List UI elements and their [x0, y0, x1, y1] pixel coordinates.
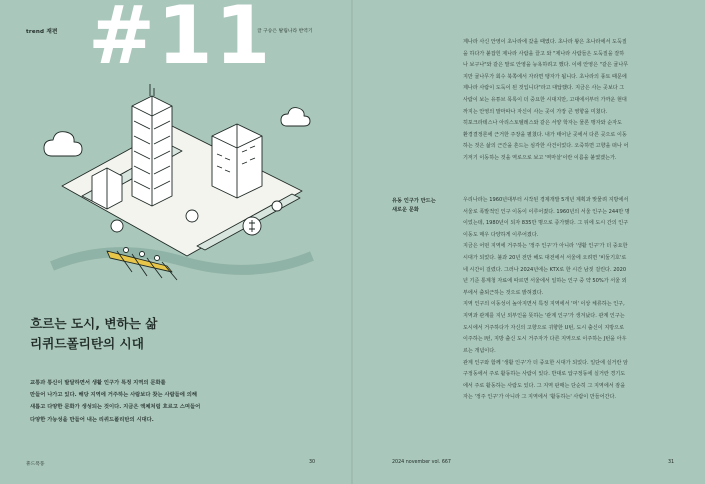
page-number-left: 30 — [309, 460, 316, 465]
body-paragraph-1: 계나라 사신 안영이 초나라에 갔을 때였다. 초나라 왕은 초나라에서 도둑질 을 하다가 붙잡힌 제나라 사람을 끌고 와 "제나라 사람들은 도둑질을 잘하 나 보구나"와 같은 말로 안영을 능욕하려고 했다. 이에 안영은 "같은 귤나무 지만 귤나무가 회수 북쪽에서 자라면 탱자가 됩니다. 초나라의 풍토 때문에 제나라 사람이 도둑이 된 것입니다"라고 대답했다. 지금은 사는 곳보다 그 사람이 보는 유튜브 목록이 더 중요한 시대지만, 고대에서부터 가까운 현대 까지는 안영의 말마따나 자신이 사는 곳이 가장 큰 영향을 미쳤다. 히포크라테스나 아리스토텔레스와 같은 서양 학자는 물론 맹자와 순자도 환경결정론에 근거한 주장을 펼쳤다. 내가 태어난 곳에서 다른 곳으로 이동 하는 것은 삶의 근간을 흔드는 심각한 사건이었다. 오죽하면 고향을 떠나 어 기저기 이동하는 것을 역로으로 보고 '역마살'이란 이름을 붙였겠는가. — [463, 39, 629, 162]
page-number-right: 31 — [668, 460, 675, 465]
section-tag: trend 재편 — [26, 29, 58, 35]
author-caption: 글 구승은 탈림나라 반역기 — [257, 29, 313, 34]
footer-brand: 휴드폭풍 — [26, 462, 45, 467]
body-paragraph-2: 우리나라는 1960년대부터 시작된 경제개발 5개년 계획과 맞물려 지방에서 서울로 폭발적인 인구 이동이 이루어졌다. 1960년의 서울 인구는 244만 명 이었는데, 1980년이 되자 835만 명으로 증가했다. 그 뒤에 도시 간의 인구 이동도 매우 다양하게 이루어졌다. 지금은 어떤 지역에 거주하는 '정주 인구'가 아니라 '생활 인구'가 더 중요한 시대가 되었다. 불과 20년 전만 해도 대전에서 서울에 오려면 '비둘기호'로 네 시간이 걸렸다. 그러나 2024년에는 KTX로 한 시간 남짓 걸린다. 2020 년 기준 통계청 자료에 따르면 서울에서 일하는 인구 중 약 50%가 서울 외 부에서 출퇴근하는 것으로 밝혀졌다. 지역 인구의 이동성이 높아지면서 특정 지역에서 '머' 이상 체류하는 인구, 지역과 관계를 지닌 외부인을 뜻하는 '관계 인구'가 생겨났다. 관계 인구는 도시에서 거주하다가 자신의 고향으로 귀향한 U턴, 도시 출신이 지방으로 이주하는 I턴, 지방 출신 도시 거주자가 다른 지역으로 이주하는 J턴을 아우 르는 개념이다. 관계 인구와 함께 '생활 인구'가 더 중요한 시대가 되었다. 일단에 실거란 암 구정동에서 주로 활동하는 사람이 있다. 반대로 압구정동에 실거란 경기도 에서 주로 활동하는 사람도 있다. 그 지역 판매는 단순히 그 지역에서 잠을 자는 '정주 인구'가 아니라 그 지역에서 '활동하는' 사람이 만들어간다. — [463, 197, 630, 401]
left-page — [0, 0, 352, 484]
article-headline: 흐르는 도시, 변하는 삶 리퀴드폴리탄의 시대 — [30, 316, 158, 351]
city-illustration — [22, 66, 322, 296]
intro-paragraph: 교통과 통신이 발달하면서 생활 인구가 특정 지역의 문화를 만들어 나가고 있다. 해당 지역에 거주하는 사람보다 찾는 사람들에 의해 새롭고 다양한 문화가 생성되는 것이다. 지금은 액체처럼 흐르고 스며들어 다양한 가능성을 만들어 내는 리퀴드폴리탄의 시대다. — [30, 380, 201, 423]
footer-issue: 2024 november vol. 667 — [392, 460, 451, 465]
issue-number: #11 — [88, 0, 273, 82]
side-heading: 유동 인구가 만드는 새로운 문화 — [392, 198, 436, 213]
